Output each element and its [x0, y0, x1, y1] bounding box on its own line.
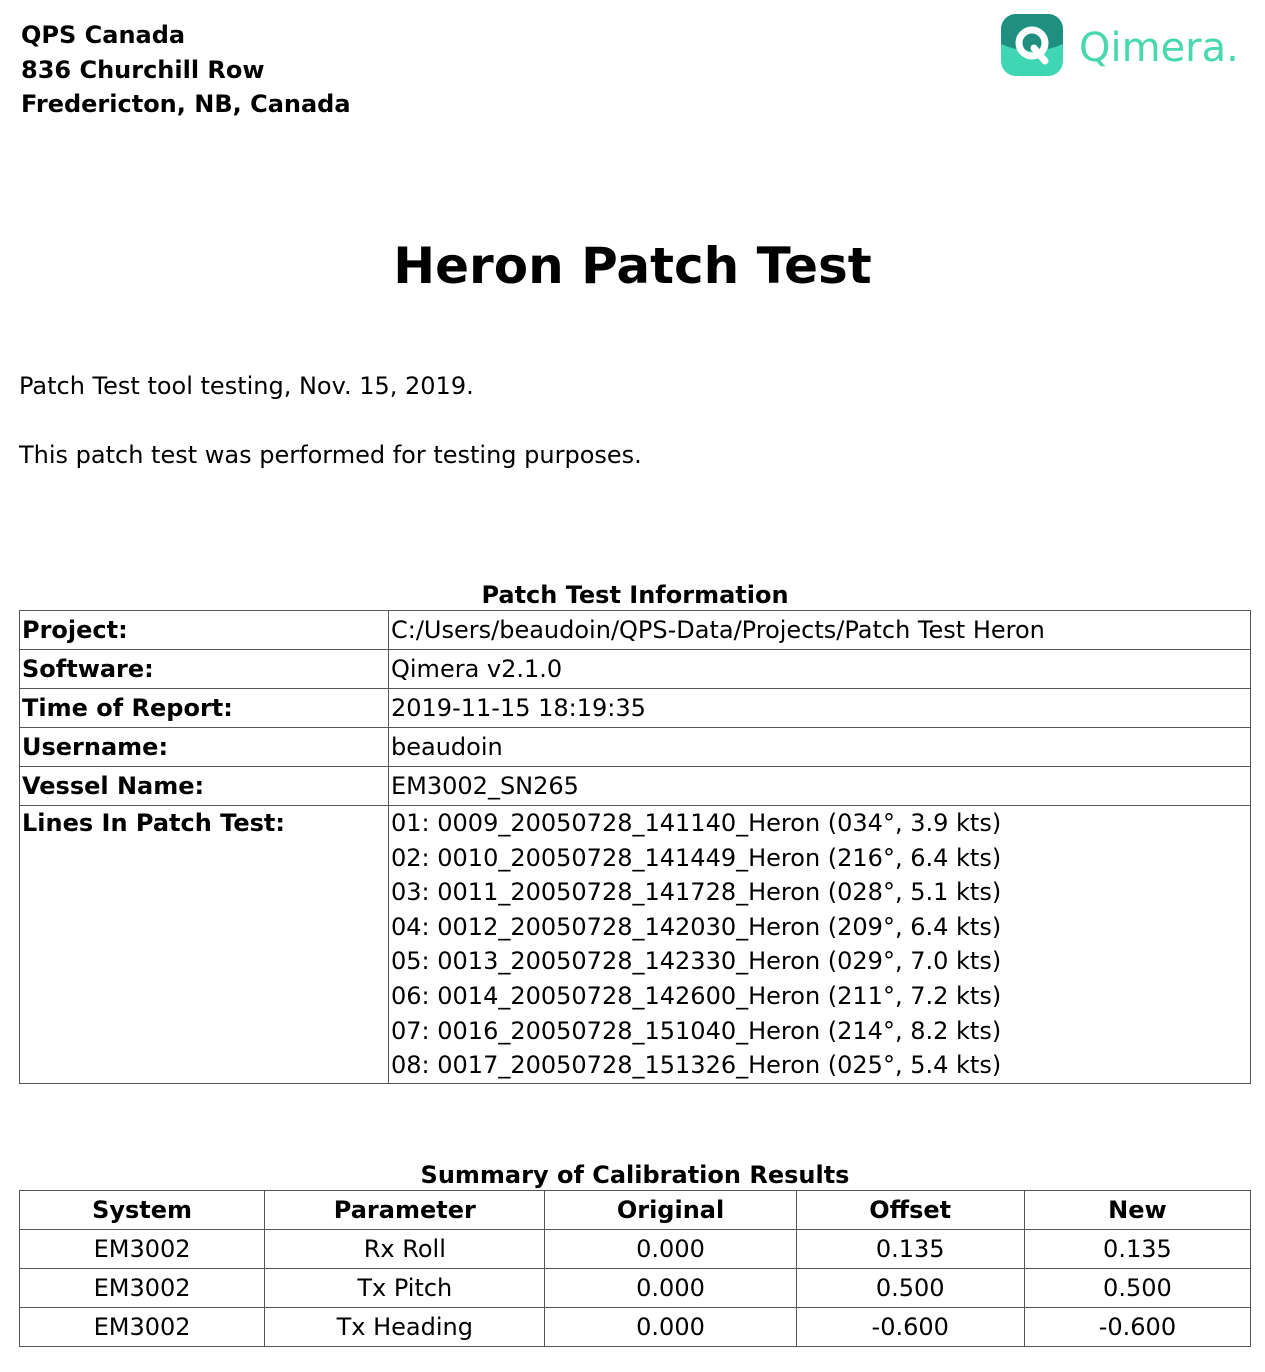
- table-row: [20, 1269, 1251, 1308]
- table-row: [20, 689, 1251, 728]
- row-key: Software:: [20, 650, 389, 689]
- list-item: 06: 0014_20050728_142600_Heron (211°, 7.2 kts): [391, 981, 1002, 1010]
- cell-parameter: Rx Roll: [265, 1230, 545, 1269]
- calibration-summary-table: [19, 1190, 1251, 1347]
- cell-parameter: Tx Pitch: [265, 1269, 545, 1308]
- column-header-original: Original: [545, 1191, 796, 1230]
- column-header-system: System: [20, 1191, 265, 1230]
- row-key: Username:: [20, 728, 389, 767]
- cell-original: 0.000: [545, 1269, 796, 1308]
- purpose-paragraph: This patch test was performed for testing purposes.: [19, 441, 642, 469]
- cell-system: EM3002: [20, 1230, 265, 1269]
- summary-table-caption: Summary of Calibration Results: [420, 1161, 850, 1189]
- table-row: [20, 728, 1251, 767]
- report-title: Heron Patch Test: [393, 237, 872, 295]
- row-value: 2019-11-15 18:19:35: [389, 689, 1251, 728]
- patch-test-info-table: [19, 610, 1251, 1084]
- qimera-logo-graphic: [1001, 14, 1253, 76]
- row-value: Qimera v2.1.0: [389, 650, 1251, 689]
- row-value: EM3002_SN265: [389, 767, 1251, 806]
- column-header-parameter: Parameter: [265, 1191, 545, 1230]
- qimera-logo: [1001, 14, 1253, 76]
- list-item: 03: 0011_20050728_141728_Heron (028°, 5.1 kts): [391, 878, 1002, 907]
- list-item: 02: 0010_20050728_141449_Heron (216°, 6.4 kts): [391, 843, 1002, 872]
- cell-original: 0.000: [545, 1230, 796, 1269]
- info-table-caption: Patch Test Information: [481, 581, 789, 609]
- cell-system: EM3002: [20, 1308, 265, 1347]
- cell-original: 0.000: [545, 1308, 796, 1347]
- table-row: [20, 611, 1251, 650]
- intro-paragraph: Patch Test tool testing, Nov. 15, 2019.: [19, 372, 474, 400]
- list-item: 01: 0009_20050728_141140_Heron (034°, 3.9 kts): [391, 809, 1002, 837]
- cell-offset: -0.600: [796, 1308, 1024, 1347]
- row-key: Vessel Name:: [20, 767, 389, 806]
- cell-new: 0.500: [1024, 1269, 1250, 1308]
- company-address: [21, 18, 351, 122]
- list-item: 08: 0017_20050728_151326_Heron (025°, 5.4 kts): [391, 1051, 1002, 1080]
- lines-list: [389, 806, 1251, 1084]
- row-key: Lines In Patch Test:: [20, 806, 389, 1084]
- list-item: 07: 0016_20050728_151040_Heron (214°, 8.2 kts): [391, 1016, 1002, 1045]
- address-line-street: 836 Churchill Row: [21, 55, 265, 84]
- cell-new: -0.600: [1024, 1308, 1250, 1347]
- row-value: beaudoin: [389, 728, 1251, 767]
- row-value: C:/Users/beaudoin/QPS-Data/Projects/Patch Test Heron: [389, 611, 1251, 650]
- column-header-offset: Offset: [796, 1191, 1024, 1230]
- list-item: 04: 0012_20050728_142030_Heron (209°, 6.4 kts): [391, 912, 1002, 941]
- row-key: Time of Report:: [20, 689, 389, 728]
- cell-new: 0.135: [1024, 1230, 1250, 1269]
- cell-offset: 0.135: [796, 1230, 1024, 1269]
- address-line-city: Fredericton, NB, Canada: [21, 90, 351, 118]
- row-key: Project:: [20, 611, 389, 650]
- cell-offset: 0.500: [796, 1269, 1024, 1308]
- table-row: [20, 650, 1251, 689]
- table-row: [20, 1308, 1251, 1347]
- cell-parameter: Tx Heading: [265, 1308, 545, 1347]
- address-line-company: QPS Canada: [21, 21, 186, 49]
- column-header-new: New: [1024, 1191, 1250, 1230]
- table-header-row: [20, 1191, 1251, 1230]
- table-row: [20, 806, 1251, 1084]
- table-row: [20, 767, 1251, 806]
- logo-wordmark: Qimera.: [1079, 25, 1239, 71]
- table-row: [20, 1230, 1251, 1269]
- list-item: 05: 0013_20050728_142330_Heron (029°, 7.0 kts): [391, 947, 1002, 976]
- cell-system: EM3002: [20, 1269, 265, 1308]
